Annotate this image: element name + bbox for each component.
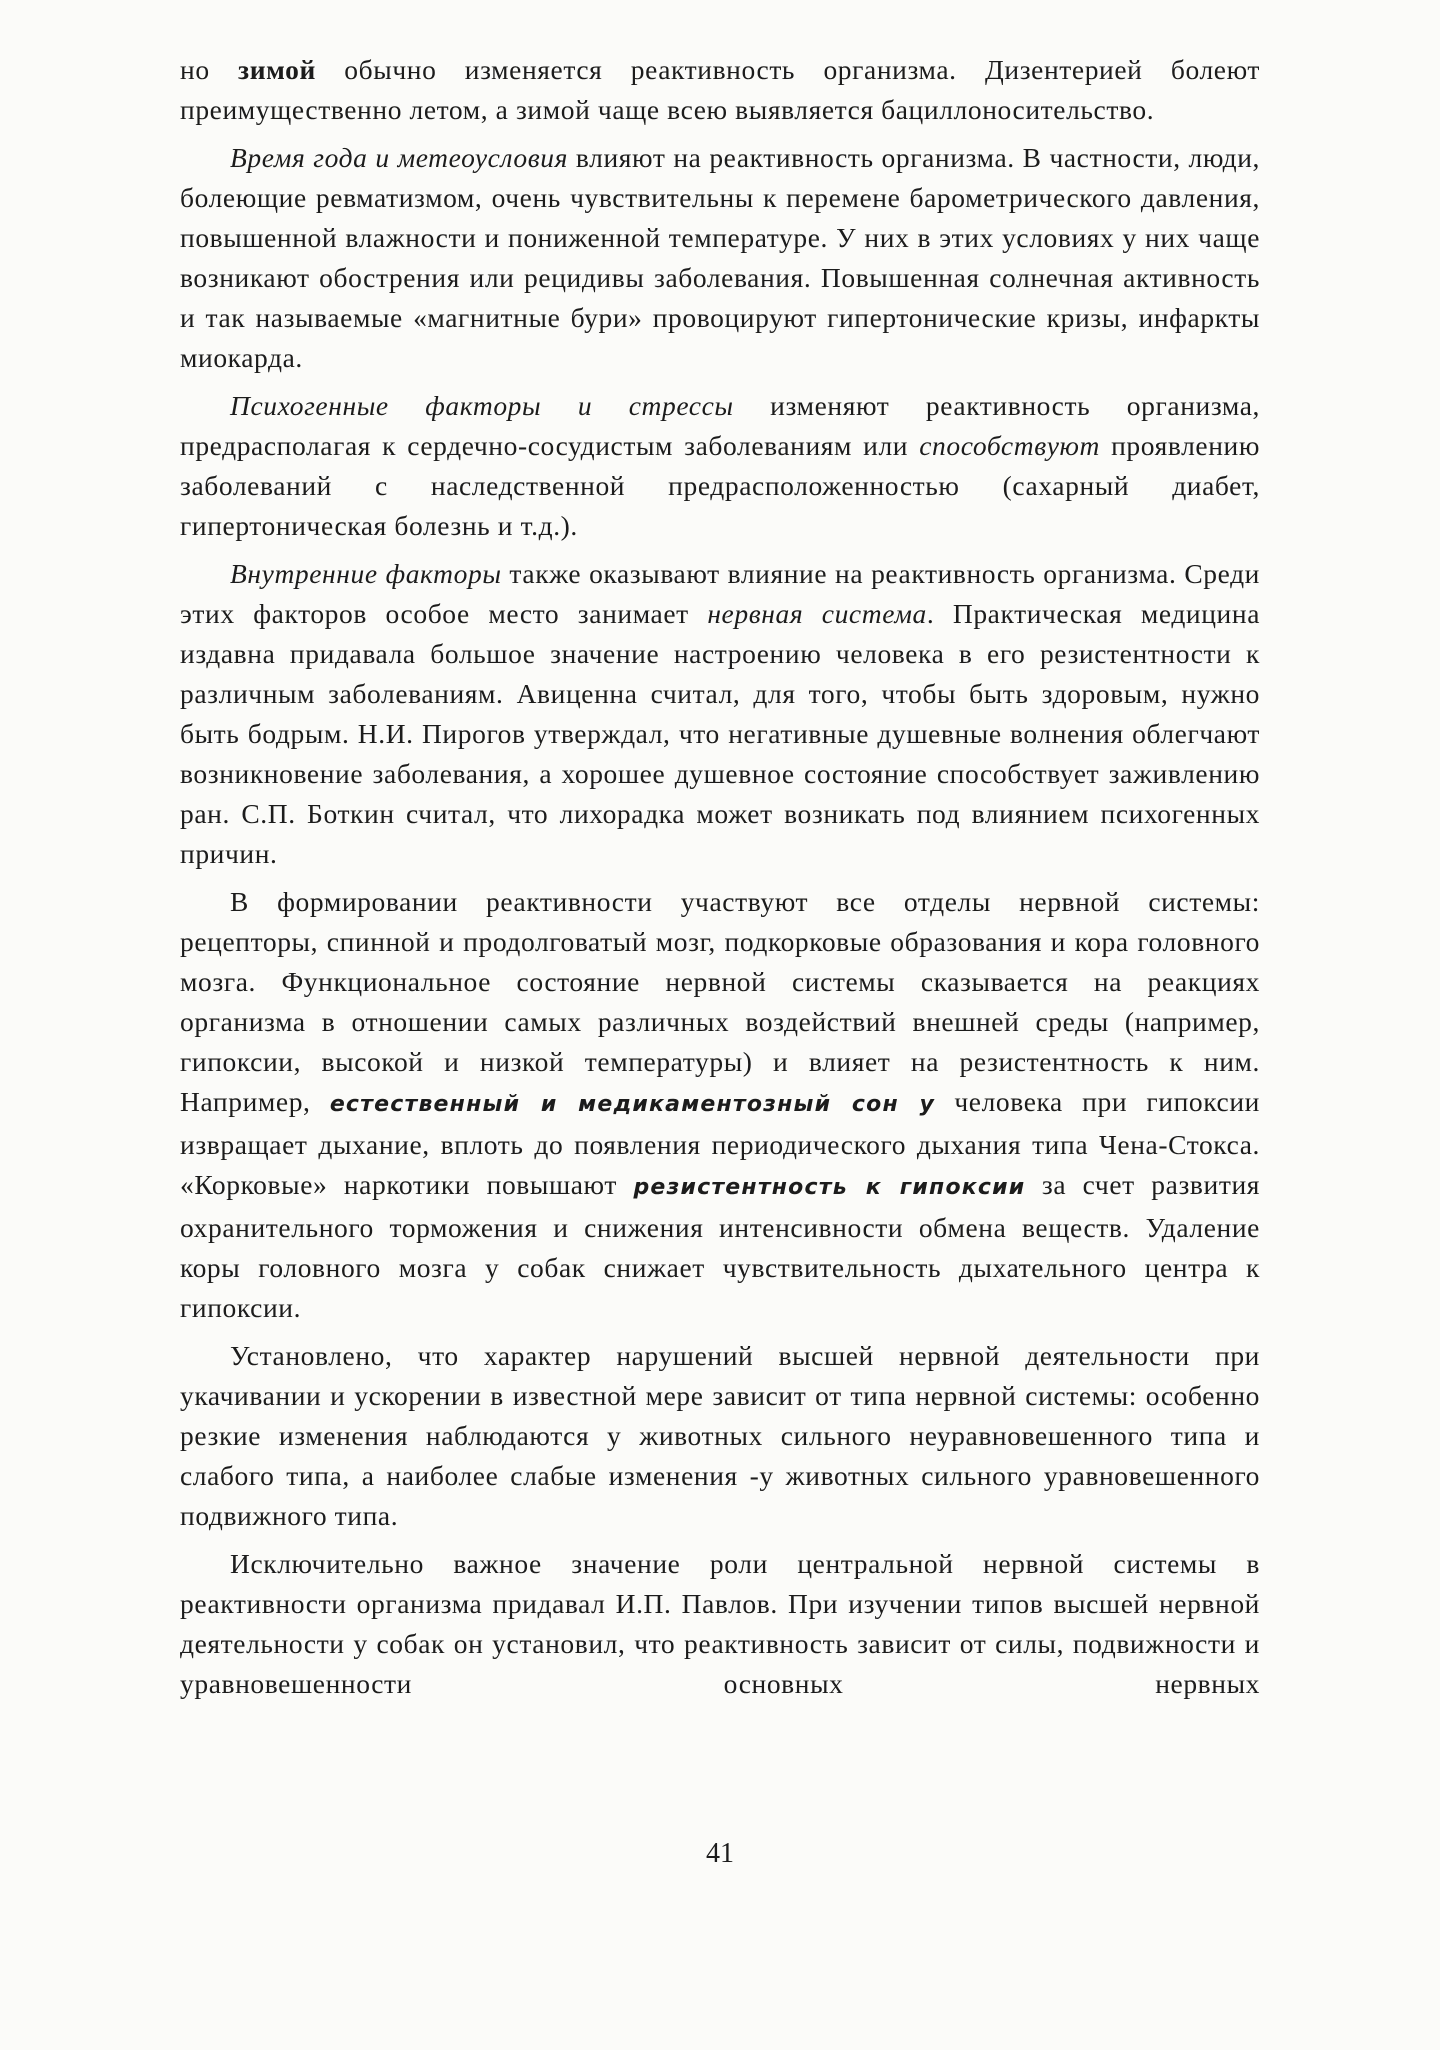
text-run: Установлено, что характер нарушений высшей нервной деятельности при укачивании и ускорении в известной мере зависит от типа нервной системы: особенно резкие изменения наблюдаются у животных сильного неуравновешенного типа и слабого типа, а наиболее слабые изменения -у животных сильного уравновешенного подвижного типа. xyxy=(180,1340,1260,1531)
text-run: проявлению заболеваний с наследственной предрасположенностью (сахарный диабет, гипертоническая болезнь и т.д.). xyxy=(180,430,1260,541)
paragraph-1 xyxy=(180,50,1260,130)
text-run: резистентность к гипоксии xyxy=(633,1175,1026,1200)
text-run: способствуют xyxy=(919,430,1100,461)
paragraph-2 xyxy=(180,138,1260,378)
text-run: влияют на реактивность организма. В частности, люди, болеющие ревматизмом, очень чувствительны к перемене барометрического давления, повышенной влажности и пониженной температуре. У них в этих условиях у них чаще возникают обострения или рецидивы заболевания. Повышенная солнечная активность и так называемые «магнитные бури» провоцируют гипертонические кризы, инфаркты миокарда. xyxy=(180,142,1261,373)
text-run: изменяют реактивность организма, предрасполагая к сердечно-сосудистым заболеваниям или xyxy=(180,390,1260,461)
paragraph-7 xyxy=(180,1544,1260,1704)
body-text xyxy=(180,50,1260,1704)
paragraph-6 xyxy=(180,1336,1260,1536)
text-run: но xyxy=(180,54,239,85)
text-run: зимой xyxy=(238,54,316,85)
text-run: также оказывают влияние на реактивность организма. Среди этих факторов особое место занимает xyxy=(180,558,1260,629)
text-run: Психогенные факторы и стрессы xyxy=(230,390,734,421)
paragraph-5 xyxy=(180,882,1260,1328)
text-run: обычно изменяется реактивность организма. Дизентерией болеют преимущественно летом, а зимой чаще всею выявляется бациллоносительство. xyxy=(180,54,1260,125)
text-run: нервная система xyxy=(707,598,927,629)
text-run: естественный и медикаментозный сон у xyxy=(329,1092,936,1117)
paragraph-4 xyxy=(180,554,1260,874)
text-run: человека при гипоксии извращает дыхание, вплоть до появления периодического дыхания типа Чена-Стокса. «Корковые» наркотики повышают xyxy=(180,1086,1260,1200)
text-run: Время года и метеоусловия xyxy=(230,142,569,173)
text-run: Исключительно важное значение роли центральной нервной системы в реактивности организма придавал И.П. Павлов. При изучении типов высшей нервной деятельности у собак он установил, что реактивность зависит от силы, подвижности и уравновешенности основных нервных xyxy=(180,1548,1260,1699)
text-run: В формировании реактивности участвуют все отделы нервной системы: рецепторы, спинной и продолговатый мозг, подкорковые образования и кора головного мозга. Функциональное состояние нервной системы сказывается на реакциях организма в отношении самых различных воздействий внешней среды (например, гипоксии, высокой и низкой температуры) и влияет на резистентность к ним. Например, xyxy=(180,886,1260,1117)
text-run: за счет развития охранительного торможения и снижения интенсивности обмена веществ. Удаление коры головного мозга у собак снижает чувствительность дыхательного центра к гипоксии. xyxy=(180,1169,1261,1323)
text-run: Внутренние факторы xyxy=(230,558,502,589)
paragraph-3 xyxy=(180,386,1260,546)
text-run: . Практическая медицина издавна придавала большое значение настроению человека в его резистентности к различным заболеваниям. Авиценна считал, для того, чтобы быть здоровым, нужно быть бодрым. Н.И. Пирогов утверждал, что негативные душевные волнения облегчают возникновение заболевания, а хорошее душевное состояние способствует заживлению ран. С.П. Боткин считал, что лихорадка может возникать под влиянием психогенных причин. xyxy=(180,598,1260,869)
page-number: 41 xyxy=(706,1838,734,1869)
